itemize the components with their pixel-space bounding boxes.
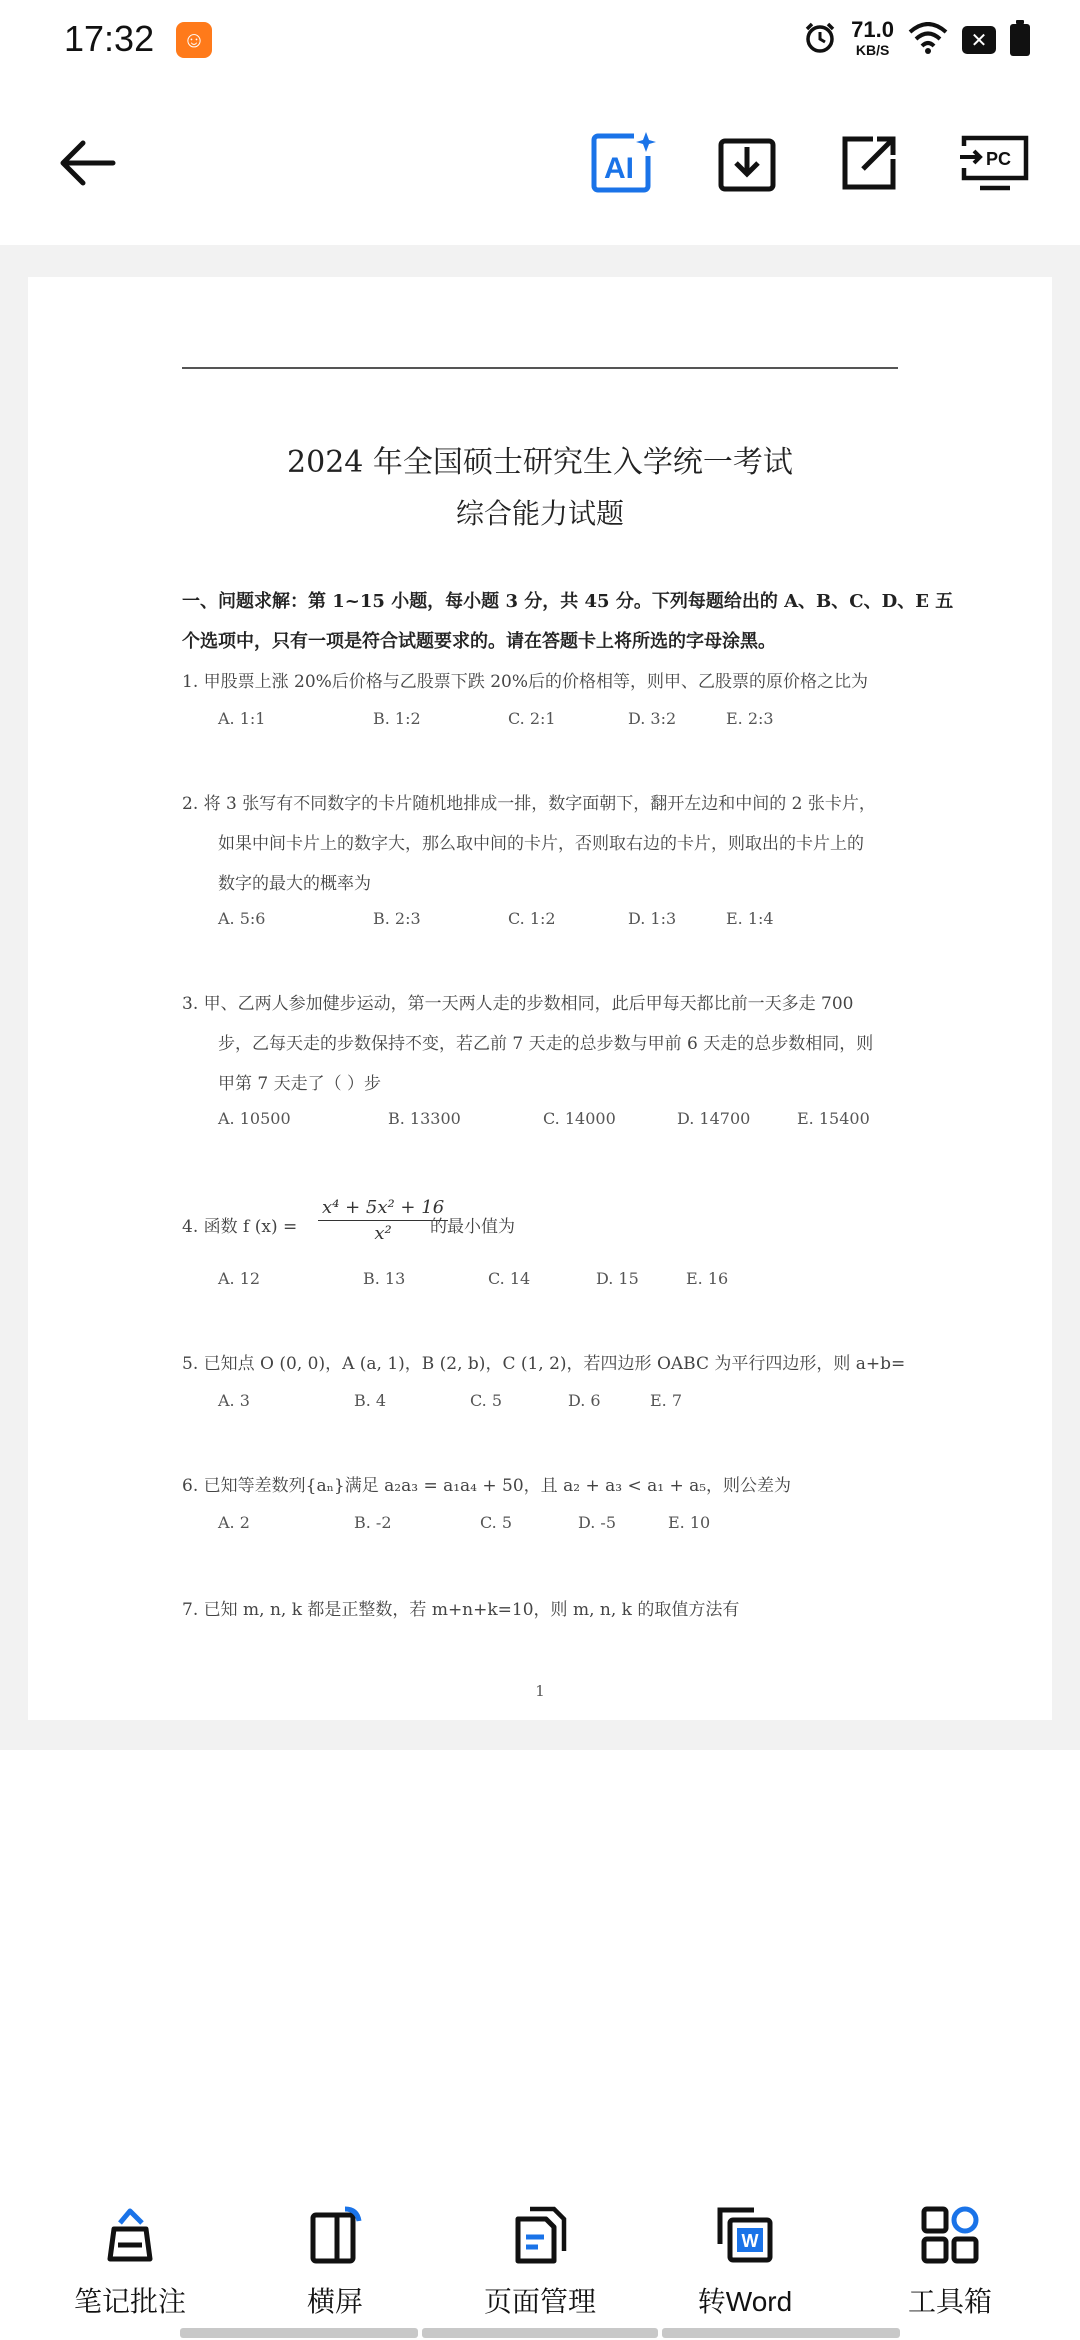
option-e: E. 15400 bbox=[797, 1109, 870, 1128]
option-b: B. 13300 bbox=[388, 1109, 461, 1128]
document-page[interactable] bbox=[28, 277, 1052, 1720]
scroll-indicator-2 bbox=[422, 2328, 658, 2338]
question-6-text: 6. 已知等差数列{aₙ}满足 a₂a₃ = a₁a₄ + 50，且 a₂ + a₃ < a₁ + a₅，则公差为 bbox=[182, 1476, 792, 1496]
question-4-fraction bbox=[318, 1197, 448, 1244]
fraction-numerator: x⁴ + 5x² + 16 bbox=[318, 1197, 448, 1221]
ai-icon bbox=[590, 130, 656, 196]
question-3-text-2: 步，乙每天走的步数保持不变，若乙前 7 天走的总步数与甲前 6 天走的总步数相同，则 bbox=[218, 1034, 874, 1054]
option-d: D. 6 bbox=[568, 1391, 601, 1410]
page-manage-button[interactable] bbox=[455, 2200, 625, 2320]
option-b: B. 4 bbox=[354, 1391, 387, 1410]
network-speed-value: 71.0 bbox=[851, 17, 894, 42]
question-4-suffix: 的最小值为 bbox=[430, 1217, 515, 1237]
fraction-denominator: x² bbox=[374, 1223, 392, 1244]
option-d: D. 15 bbox=[596, 1269, 639, 1288]
rotate-screen-icon bbox=[300, 2200, 370, 2270]
option-a: A. 5:6 bbox=[218, 909, 266, 928]
toolbox-button[interactable] bbox=[865, 2200, 1035, 2320]
status-time: 17:32 bbox=[64, 18, 155, 59]
back-button[interactable] bbox=[52, 128, 122, 198]
landscape-button[interactable] bbox=[250, 2200, 420, 2320]
option-a: A. 2 bbox=[218, 1513, 250, 1532]
nav-label: 横屏 bbox=[306, 2286, 363, 2317]
option-d: D. 3:2 bbox=[628, 709, 677, 728]
option-e: E. 10 bbox=[668, 1513, 711, 1532]
header-rule bbox=[182, 367, 898, 369]
network-speed bbox=[851, 17, 894, 60]
nav-label: 笔记批注 bbox=[73, 2286, 186, 2317]
svg-text:PC: PC bbox=[986, 149, 1012, 169]
question-2-options bbox=[218, 909, 774, 928]
app-notification-icon: ☺ bbox=[176, 22, 212, 58]
question-1-text: 1. 甲股票上涨 20%后价格与乙股票下跌 20%后的价格相等，则甲、乙股票的原价格之比为 bbox=[182, 672, 868, 692]
option-b: B. -2 bbox=[354, 1513, 392, 1532]
svg-text:AI: AI bbox=[604, 152, 634, 185]
option-a: A. 1:1 bbox=[218, 709, 266, 728]
option-c: C. 14 bbox=[488, 1269, 531, 1288]
sim-off-icon: ✕ bbox=[962, 26, 996, 54]
option-c: C. 5 bbox=[480, 1513, 513, 1532]
wifi-icon bbox=[908, 22, 948, 59]
question-5-options bbox=[218, 1391, 682, 1410]
question-2-text-1: 2. 将 3 张写有不同数字的卡片随机地排成一排，数字面朝下，翻开左边和中间的 2 张卡片， bbox=[182, 794, 876, 814]
section-heading-line-2: 个选项中，只有一项是符合试题要求的。请在答题卡上将所选的字母涂黑。 bbox=[182, 631, 776, 652]
option-e: E. 16 bbox=[686, 1269, 729, 1288]
option-c: C. 5 bbox=[470, 1391, 503, 1410]
nav-label: 工具箱 bbox=[907, 2286, 992, 2317]
question-1-options bbox=[218, 709, 774, 728]
section-heading-line-1: 一、问题求解：第 1~15 小题，每小题 3 分，共 45 分。下列每题给出的 A、B、C、D、E 五 bbox=[182, 591, 954, 612]
option-c: C. 2:1 bbox=[508, 709, 556, 728]
send-to-pc-button[interactable] bbox=[955, 128, 1035, 198]
question-7-text: 7. 已知 m, n, k 都是正整数，若 m+n+k=10，则 m, n, k 的取值方法有 bbox=[182, 1600, 740, 1620]
page-number: 1 bbox=[535, 1682, 545, 1700]
nav-label: 页面管理 bbox=[483, 2286, 596, 2317]
share-icon bbox=[839, 133, 899, 193]
pc-icon bbox=[960, 132, 1030, 194]
option-d: D. 1:3 bbox=[628, 909, 677, 928]
option-a: A. 3 bbox=[218, 1391, 250, 1410]
scroll-indicator-3 bbox=[662, 2328, 900, 2338]
option-b: B. 13 bbox=[363, 1269, 406, 1288]
question-2-text-3: 数字的最大的概率为 bbox=[218, 874, 371, 894]
option-a: A. 10500 bbox=[218, 1109, 291, 1128]
question-2-text-2: 如果中间卡片上的数字大，那么取中间的卡片，否则取右边的卡片，则取出的卡片上的 bbox=[218, 834, 864, 854]
grid-apps-icon bbox=[915, 2200, 985, 2270]
alarm-icon bbox=[803, 21, 837, 60]
top-toolbar bbox=[0, 80, 1080, 245]
option-c: C. 14000 bbox=[543, 1109, 616, 1128]
question-4-prefix: 4. 函数 f (x) = bbox=[182, 1217, 298, 1237]
exam-title: 2024 年全国硕士研究生入学统一考试 bbox=[287, 445, 793, 480]
option-b: B. 2:3 bbox=[373, 909, 421, 928]
ai-button[interactable] bbox=[588, 128, 658, 198]
share-button[interactable] bbox=[834, 128, 904, 198]
status-bar bbox=[0, 0, 1080, 80]
network-speed-unit: KB/S bbox=[855, 42, 890, 58]
document-viewer[interactable] bbox=[0, 245, 1080, 1750]
word-doc-icon bbox=[710, 2200, 780, 2270]
svg-text:W: W bbox=[741, 2231, 759, 2251]
option-d: D. 14700 bbox=[677, 1109, 751, 1128]
option-d: D. -5 bbox=[578, 1513, 617, 1532]
pen-annotate-icon bbox=[95, 2200, 165, 2270]
question-4-options bbox=[218, 1269, 728, 1288]
bottom-toolbar bbox=[0, 2180, 1080, 2340]
question-3-text-3: 甲第 7 天走了（ ）步 bbox=[218, 1074, 382, 1094]
download-button[interactable] bbox=[712, 128, 782, 198]
option-c: C. 1:2 bbox=[508, 909, 556, 928]
option-e: E. 1:4 bbox=[726, 909, 774, 928]
status-icons bbox=[803, 16, 1030, 64]
question-3-text-1: 3. 甲、乙两人参加健步运动，第一天两人走的步数相同，此后甲每天都比前一天多走 700 bbox=[182, 994, 854, 1014]
arrow-left-icon bbox=[57, 138, 117, 188]
option-b: B. 1:2 bbox=[373, 709, 421, 728]
battery-icon bbox=[1010, 24, 1030, 56]
scroll-indicator-1 bbox=[180, 2328, 418, 2338]
download-icon bbox=[717, 133, 777, 193]
question-6-options bbox=[218, 1513, 710, 1532]
pages-icon bbox=[505, 2200, 575, 2270]
exam-subtitle: 综合能力试题 bbox=[455, 497, 624, 530]
question-3-options bbox=[218, 1109, 870, 1128]
question-5-text: 5. 已知点 O (0, 0)，A (a, 1)，B (2, b)，C (1, 2)，若四边形 OABC 为平行四边形，则 a+b= bbox=[182, 1354, 906, 1374]
option-e: E. 7 bbox=[650, 1391, 683, 1410]
notes-annotation-button[interactable] bbox=[45, 2200, 215, 2320]
convert-word-button[interactable] bbox=[660, 2200, 830, 2320]
option-a: A. 12 bbox=[218, 1269, 261, 1288]
option-e: E. 2:3 bbox=[726, 709, 774, 728]
nav-label: 转Word bbox=[697, 2286, 793, 2317]
